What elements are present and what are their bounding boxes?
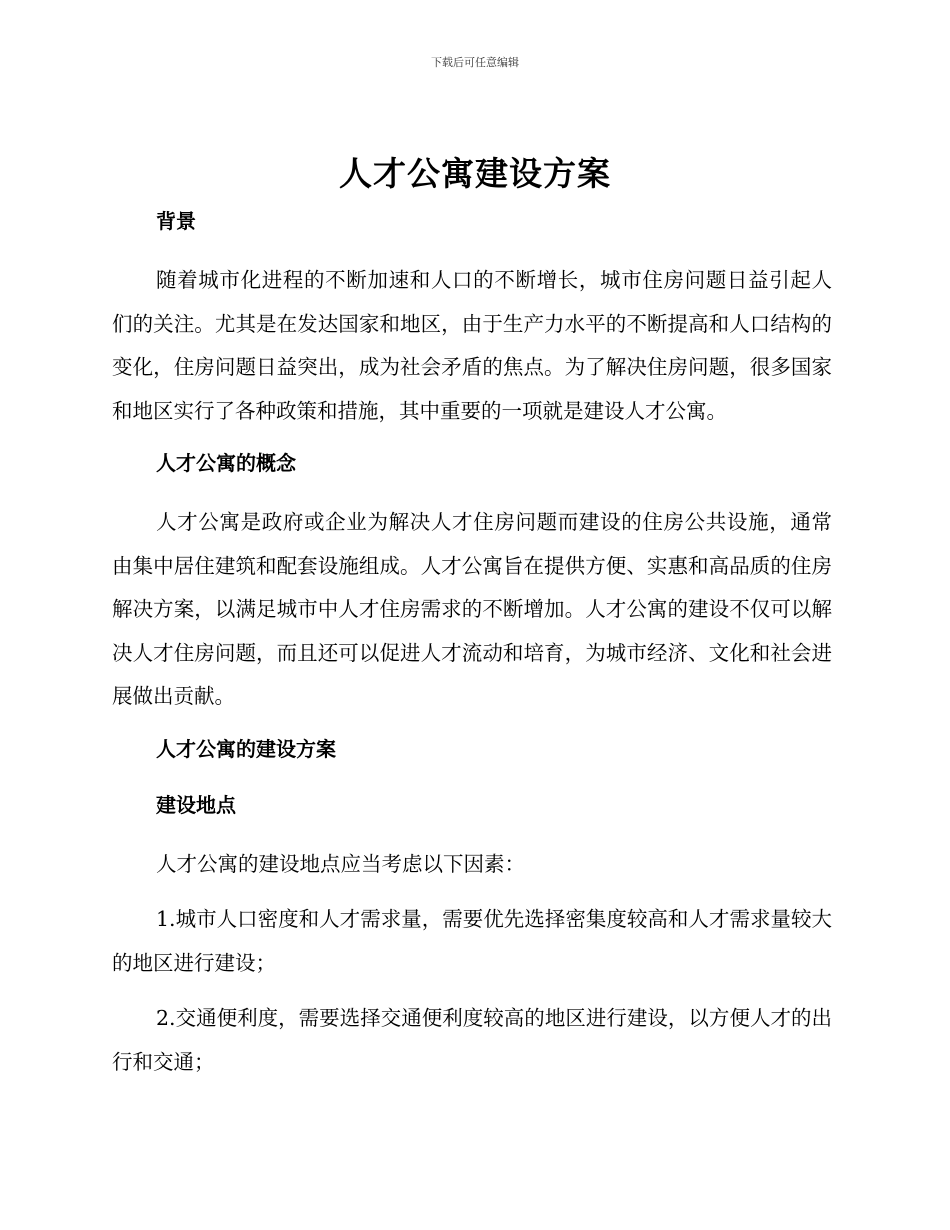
paragraph-concept: 人才公寓是政府或企业为解决人才住房问题而建设的住房公共设施，通常由集中居住建筑和配套设施组成。人才公寓旨在提供方便、实惠和高品质的住房解决方案，以满足城市中人才住房需求的不断增加。人才公寓的建设不仅可以解决人才住房问题，而且还可以促进人才流动和培育，为城市经济、文化和社会进展做出贡献。	[112, 510, 832, 708]
section-heading-background: 背景	[156, 209, 196, 233]
section-heading-plan: 人才公寓的建设方案	[156, 736, 336, 761]
list-item-location-1: 1.城市人口密度和人才需求量，需要优先选择密集度较高和人才需求量较大的地区进行建设；	[112, 907, 832, 975]
document-title: 人才公寓建设方案	[339, 154, 611, 193]
list-item-location-2: 2.交通便利度，需要选择交通便利度较高的地区进行建设，以方便人才的出行和交通；	[112, 1006, 832, 1074]
section-heading-concept: 人才公寓的概念	[156, 451, 296, 475]
section-heading-location: 建设地点	[156, 792, 236, 817]
paragraph-location-intro: 人才公寓的建设地点应当考虑以下因素：	[156, 851, 525, 876]
paragraph-background: 随着城市化进程的不断加速和人口的不断增长，城市住房问题日益引起人们的关注。尤其是在发达国家和地区，由于生产力水平的不断提高和人口结构的变化，住房问题日益突出，成为社会矛盾的焦点。为了解决住房问题，很多国家和地区实行了各种政策和措施，其中重要的一项就是建设人才公寓。	[112, 268, 832, 423]
document-body	[112, 203, 832, 1096]
header-note: 下载后可任意编辑	[431, 56, 519, 69]
